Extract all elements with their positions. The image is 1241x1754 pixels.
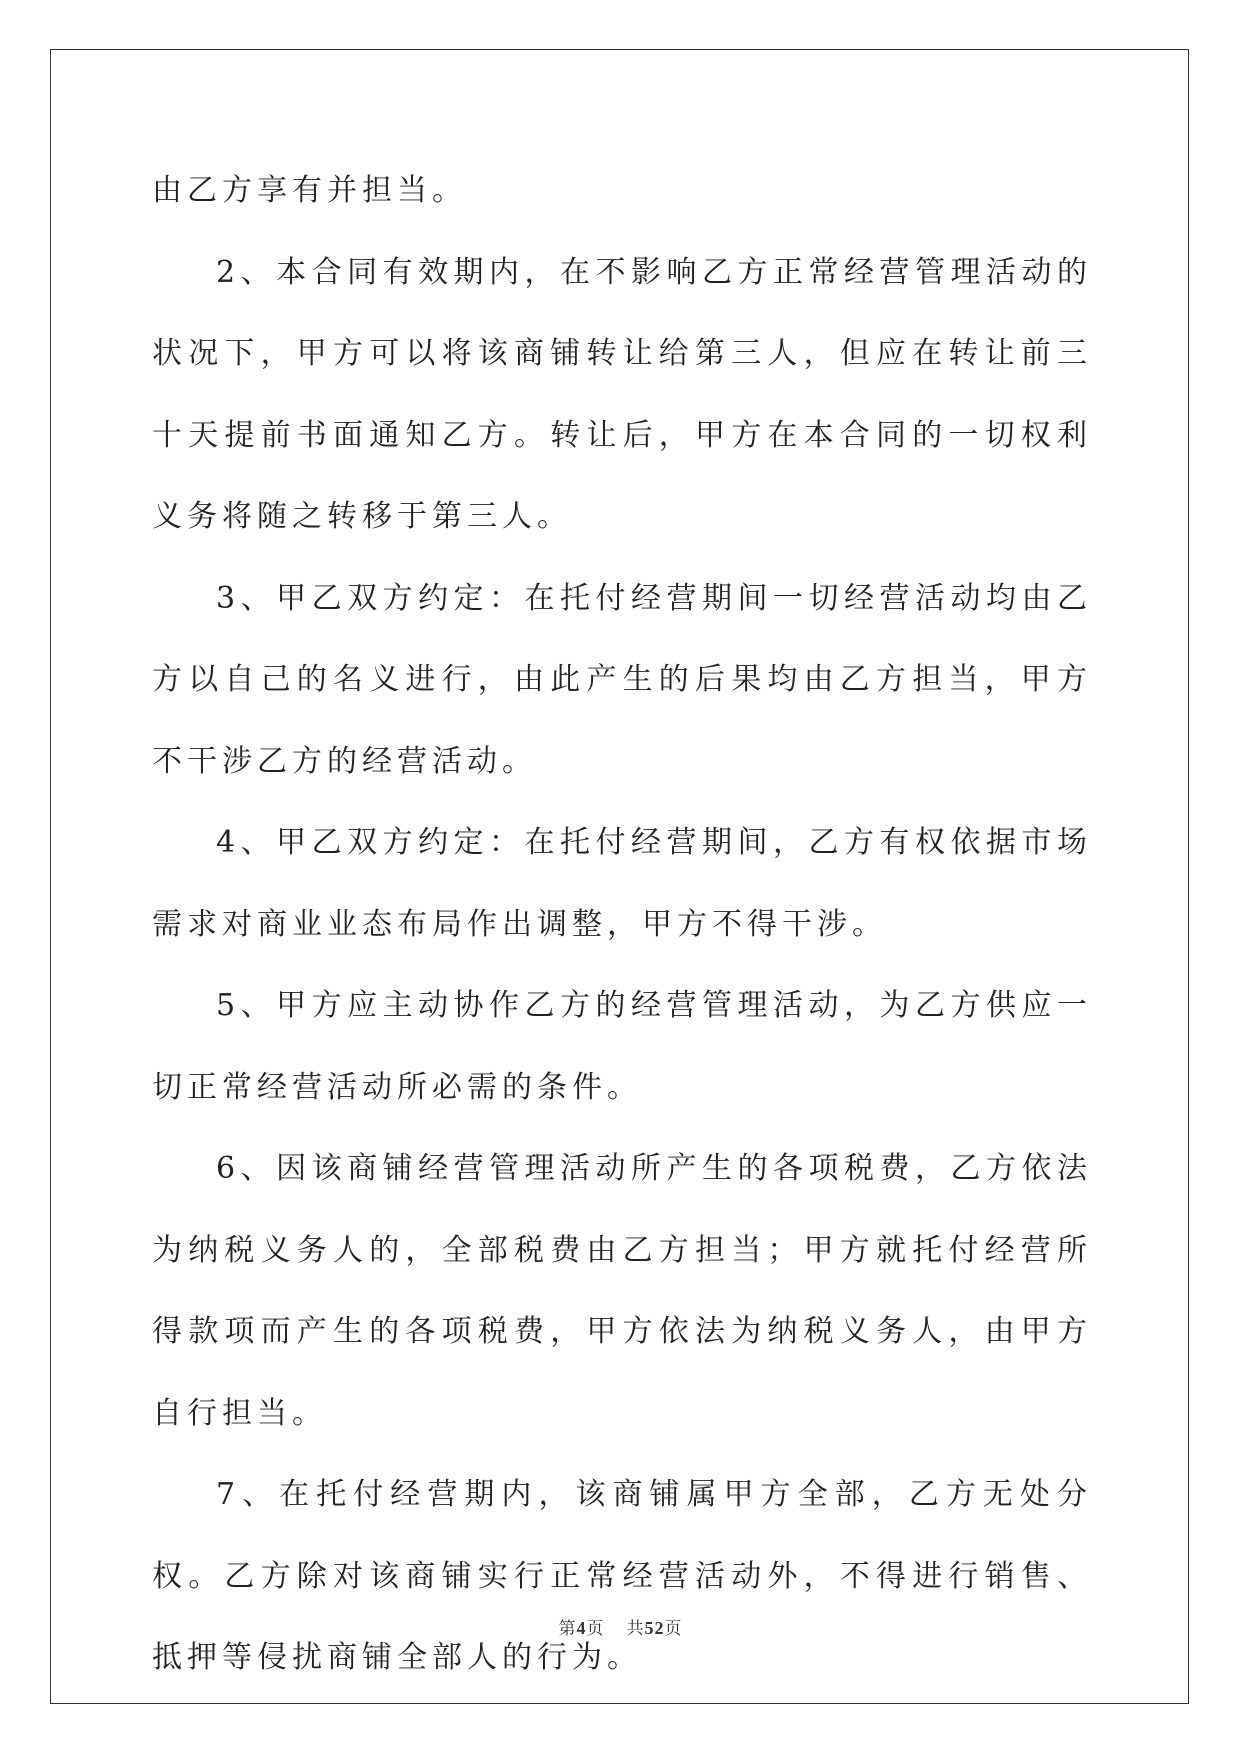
paragraph-clause-4: 4、甲乙双方约定：在托付经营期间，乙方有权依据市场需求对商业业态布局作出调整，甲方不得干涉。 bbox=[152, 825, 1092, 942]
page-suffix: 页 bbox=[586, 1619, 605, 1639]
total-suffix: 页 bbox=[664, 1619, 683, 1639]
paragraph-clause-2: 2、本合同有效期内，在不影响乙方正常经营管理活动的状况下，甲方可以将该商铺转让给第三人，但应在转让前三十天提前书面通知乙方。转让后，甲方在本合同的一切权利义务将随之转移于第三人。 bbox=[152, 254, 1092, 534]
page-prefix: 第 bbox=[558, 1619, 577, 1639]
document-body bbox=[152, 150, 1092, 1699]
page-number: 4 bbox=[576, 1618, 587, 1638]
paragraph-continuation: 由乙方享有并担当。 bbox=[152, 173, 467, 208]
total-pages: 52 bbox=[644, 1618, 665, 1638]
total-prefix: 共 bbox=[626, 1619, 645, 1639]
page-footer bbox=[0, 1614, 1241, 1639]
paragraph-clause-6: 6、因该商铺经营管理活动所产生的各项税费，乙方依法为纳税义务人的，全部税费由乙方担当；甲方就托付经营所得款项而产生的各项税费，甲方依法为纳税义务人，由甲方自行担当。 bbox=[152, 1151, 1092, 1431]
paragraph-clause-7: 7、在托付经营期内，该商铺属甲方全部，乙方无处分权。乙方除对该商铺实行正常经营活动外，不得进行销售、抵押等侵扰商铺全部人的行为。 bbox=[152, 1477, 1092, 1675]
paragraph-clause-3: 3、甲乙双方约定：在托付经营期间一切经营活动均由乙方以自己的名义进行，由此产生的后果均由乙方担当，甲方不干涉乙方的经营活动。 bbox=[152, 580, 1092, 779]
paragraph-clause-5: 5、甲方应主动协作乙方的经营管理活动，为乙方供应一切正常经营活动所必需的条件。 bbox=[152, 988, 1092, 1105]
